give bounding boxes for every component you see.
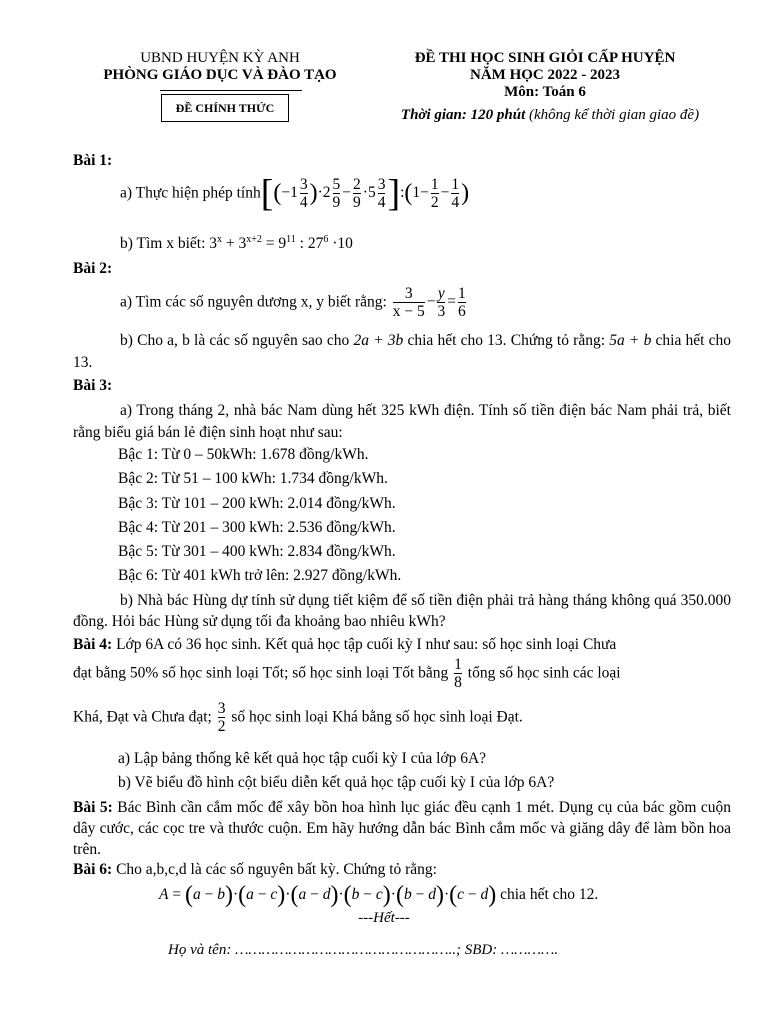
subject: Môn: Toán 6 — [504, 84, 586, 100]
school-year: NĂM HỌC 2022 - 2023 — [470, 67, 620, 83]
bai6-line1 — [73, 861, 437, 879]
bai6-formula-line — [159, 882, 598, 909]
exam-title: ĐỀ THI HỌC SINH GIỎI CẤP HUYỆN — [414, 50, 676, 66]
bai2-b-expr2: 5a + b — [609, 332, 652, 349]
bai1-b-prefix: b) Tìm x biết: — [120, 235, 206, 253]
bai1-a-prefix: a) Thực hiện phép tính — [120, 184, 261, 202]
department-name: PHÒNG GIÁO DỤC VÀ ĐÀO TẠO — [103, 67, 337, 83]
bai5-paragraph — [73, 797, 731, 860]
sbd-label: ; SBD: — [455, 942, 501, 958]
bai2-a — [120, 285, 468, 320]
bai4-text2a: đạt bằng 50% số học sinh loại Tốt; số học sinh loại Tốt bằng — [73, 664, 449, 682]
official-badge: ĐỀ CHÍNH THỨC — [161, 94, 289, 122]
bai1-b — [120, 234, 353, 253]
bai1-title: Bài 1: — [73, 152, 113, 169]
bai4-text2b: tổng số học sinh các loại — [467, 664, 621, 682]
bai4-a: a) Lập bảng thống kê kết quả học tập cuối kỳ I của lớp 6A? — [118, 750, 487, 767]
bai4-line1 — [73, 634, 733, 656]
bai1-b-expression: $3^x + 3^{x+2} = 9^{11}$ : $27^6 \cdot 10$ — [209, 234, 353, 253]
bai4-text3b: số học sinh loại Khá bằng số học sinh loại Đạt. — [231, 708, 523, 726]
bai4-text1: Lớp 6A có 36 học sinh. Kết quả học tập cuối kỳ I như sau: số học sinh loại Chưa — [116, 636, 617, 653]
bai3-a: a) Trong tháng 2, nhà bác Nam dùng hết 325 kWh điện. Tính số tiền điện bác Nam phải trả, biết rằng biểu giá bán lẻ điện sinh hoạt như sau: — [73, 402, 731, 441]
bai6-title: Bài 6: — [73, 861, 113, 878]
bai3-tier-5: Bậc 5: Từ 301 – 400 kWh: 2.834 đồng/kWh. — [118, 543, 396, 560]
bai4-title: Bài 4: — [73, 636, 113, 653]
bai3-tier-6: Bậc 6: Từ 401 kWh trở lên: 2.927 đồng/kWh. — [118, 567, 402, 584]
bai4-text3a: Khá, Đạt và Chưa đạt; — [73, 708, 212, 726]
bai2-a-expression: $\frac{3}{x - 5}$ − $\frac{y}{3}$ = $\frac{1}{6}$ — [392, 285, 466, 320]
bai6-suffix: chia hết cho 12. — [500, 886, 599, 904]
bai1-a-expression: [(−1 $\frac{3}{4}$ )·2 $\frac{5}{9}$ − $\frac{2}{9}$ ·5 $\frac{3}{4}$ ]:(1− $\frac{1}{2}$ − $\frac{1}{4}$ ) — [260, 172, 470, 215]
bai2-b-text1: b) Cho a, b là các số nguyên sao cho — [120, 332, 350, 349]
time-note: (không kể thời gian giao đề) — [529, 107, 700, 123]
bai4-line2 — [73, 656, 621, 691]
sbd-blank[interactable]: …………. — [500, 942, 559, 958]
bai3-title: Bài 3: — [73, 377, 113, 394]
district-name: UBND HUYỆN KỲ ANH — [140, 50, 300, 66]
bai2-b-text2: chia hết cho 13. Chứng tỏ rằng: — [407, 332, 606, 349]
time-line — [370, 107, 730, 124]
bai3-tier-3: Bậc 3: Từ 101 – 200 kWh: 2.014 đồng/kWh. — [118, 495, 396, 512]
bai2-b-expr1: 2a + 3b — [353, 332, 404, 349]
bai2-b-text3: chia hết cho 13. — [73, 332, 732, 371]
bai3-b: b) Nhà bác Hùng dự tính sử dụng tiết kiệm để số tiền điện phải trả hàng tháng không quá 350.000 đồng. Hỏi bác Hùng sử dụng tối đa khoảng bao nhiêu kWh? — [73, 592, 731, 630]
bai1-a — [120, 172, 470, 215]
bai6-text: Cho a,b,c,d là các số nguyên bất kỳ. Chứng tỏ rằng: — [116, 861, 437, 878]
bai3-tier-1: Bậc 1: Từ 0 – 50kWh: 1.678 đồng/kWh. — [118, 446, 369, 463]
bai6-formula: A = (a − b)·(a − c)·(a − d)·(b − c)·(b − d)·(c − d) — [159, 882, 497, 908]
bai5-text: Bác Bình cần cắm mốc để xây bồn hoa hình lục giác đều cạnh 1 mét. Dụng cụ của bác gồm cuộn dây cước, các cọc tre và thước cuộn. Em hãy hướng dẫn bác Bình cắm mốc và giăng dây để làm bồn hoa trên. — [73, 799, 731, 858]
bai4-fraction-3-2: $\frac{3}{2}$ — [217, 700, 226, 735]
bai3-tier-4: Bậc 4: Từ 201 – 300 kWh: 2.536 đồng/kWh. — [118, 519, 396, 536]
bai4-fraction-1-8: $\frac{1}{8}$ — [454, 656, 462, 691]
header-left — [60, 50, 380, 84]
bai4-line3 — [73, 700, 523, 735]
bai2-title: Bài 2: — [73, 260, 113, 277]
bai3-tier-2: Bậc 2: Từ 51 – 100 kWh: 1.734 đồng/kWh. — [118, 470, 388, 487]
header-divider — [160, 90, 302, 91]
time-label: Thời gian — [400, 107, 462, 123]
end-marker: ---Hết--- — [358, 910, 410, 926]
bai4-b: b) Vẽ biểu đồ hình cột biểu diễn kết quả học tập cuối kỳ I của lớp 6A? — [118, 774, 555, 791]
bai2-a-prefix: a) Tìm các số nguyên dương x, y biết rằng: — [120, 293, 387, 311]
candidate-info-line — [168, 942, 558, 959]
header-right — [380, 50, 710, 101]
candidate-name-blank[interactable]: ………………………………………….. — [235, 942, 456, 958]
candidate-name-label: Họ và tên: — [168, 942, 236, 958]
bai2-b — [73, 330, 731, 374]
time-value: : 120 phút — [461, 107, 526, 123]
bai5-title: Bài 5: — [73, 799, 113, 816]
